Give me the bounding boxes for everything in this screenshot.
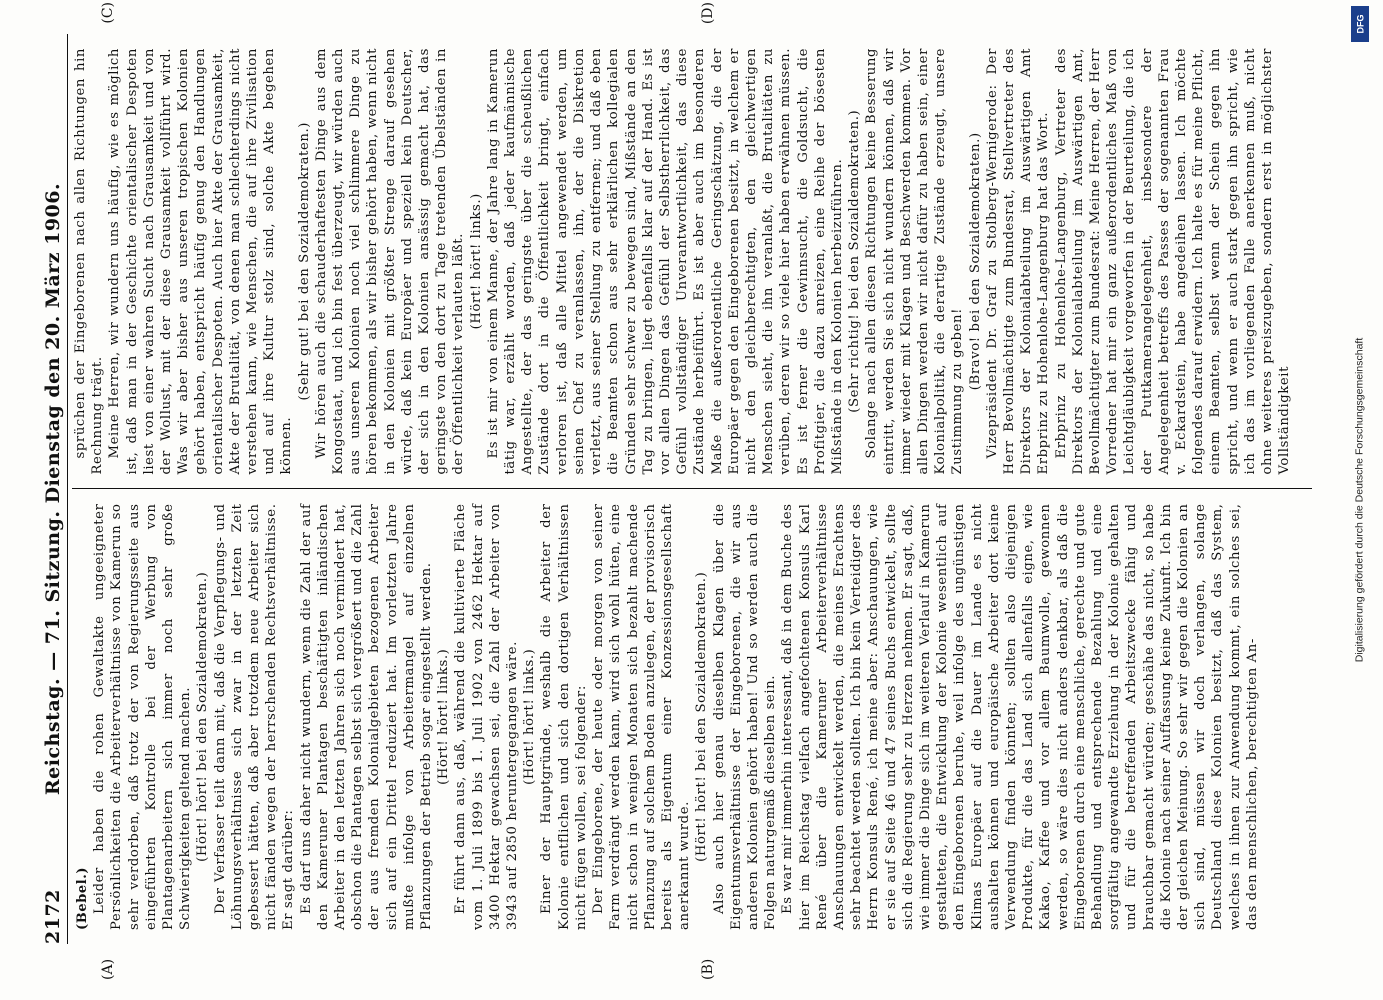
paragraph: (Hört! hört! links.): [468, 193, 484, 330]
page-title: Reichstag. — 71. Sitzung. Dienstag den 20. März 1906.: [42, 182, 64, 796]
right-column: [72, 34, 1312, 489]
paragraph: Solange nach allen diesen Richtungen keine Besserung eintritt, werden Sie sich nicht wundern können, daß wir immer wieder mit Klagen und Beschwerden kommen. Vor allen Dingen werden wir nicht dafür zu haben sein, einer Kolonialpolitik, die derartige Zustände erzeugt, unsere Zustimmung zu geben!: [864, 48, 966, 475]
paragraph: Einer der Hauptgründe, weshalb die Arbeiter der Kolonie entflichen und sich den dortigen Verhältnissen nicht fügen wollen, sei folgender:: [539, 503, 589, 930]
speaker-label: (Bebel.): [75, 866, 90, 930]
paragraph: Leider haben die rohen Gewaltakte ungeeigneter Persönlichkeiten die Arbeiterverhältnisse von Kamerun so sehr verdorben, daß trotz der von Regierungsseite aus eingeführten Kontrolle bei der Werbung von Plantagenarbeitern sich immer noch sehr große Schwierigkeiten geltend machen.: [92, 503, 194, 930]
paragraph: (Sehr richtig! bei den Sozialdemokraten.): [847, 109, 863, 413]
paragraph: Der Verfasser teilt dann mit, daß die Verpflegungs- und Löhnungsverhältnisse sich zwar in der letzten Zeit gebessert hätten, daß aber trotzdem neue Arbeiter sich nicht fänden wegen der herrschenden Rechtsverhältnisse. Er sagt darüber:: [212, 503, 297, 930]
paragraph: (Hört! hört! bei den Sozialdemokraten.): [195, 571, 211, 862]
paragraph: (Hört! hört! links.): [522, 648, 538, 785]
margin-marker-a: (A): [100, 958, 116, 980]
paragraph: (Hört! hört! links.): [436, 648, 452, 785]
credit-text: Digitalisierung gefördert durch die Deutsche Forschungsgemeinschaft: [1353, 337, 1366, 663]
page-header: [24, 34, 68, 944]
digitization-credit: [1347, 0, 1371, 1000]
paragraph: Es darf uns daher nicht wundern, wenn die Zahl der auf den Kameruner Plantagen beschäftigten inländischen Arbeiter in den letzten Jahren sich noch vermindert hat, obschon die Plantagen selbst sich vergrößert und die Zahl der aus fremden Kolonialgebieten bezogenen Arbeiter sich auf ein Drittel reduziert hat. Im vorletzten Jahre mußte infolge von Arbeitermangel auf einzelnen Pflanzungen der Betrieb sogar eingestellt werden.: [298, 503, 435, 930]
paragraph: (Sehr gut! bei den Sozialdemokraten.): [296, 122, 312, 401]
paragraph: sprüchen der Eingeborenen nach allen Richtungen hin Rechnung trägt.: [73, 48, 106, 475]
margin-marker-c: (C): [100, 2, 116, 24]
paragraph: Also auch hier genau dieselben Klagen über die Eigentumsverhältnisse der Eingeborenen, die wir aus anderen Kolonien gehört haben! Und so werden auch die Folgen naturgemäß dieselben sein.: [711, 503, 779, 930]
paragraph: Wir hören auch die schauderhaftesten Dinge aus dem Kongostaat, und ich bin fest überzeugt, wir würden auch aus unseren Kolonien noch viel schlimmere Dinge zu hören bekommen, als wir bisher gehört haben, wenn nicht in den Kolonien mit größter Strenge darauf gesehen würde, daß kein Europäer und speziell kein Deutscher, der sich in den Kolonien ansässig gemacht hat, das geringste von den dort zu Tage tretenden Übelständen in der Öffentlichkeit verlauten läßt.: [313, 48, 467, 475]
margin-marker-d: (D): [700, 2, 716, 25]
page-number: 2172: [42, 889, 64, 944]
column-divider: [72, 489, 1312, 490]
paragraph: Vizepräsident Dr. Graf zu Stolberg-Wernigerode: Der Herr Bevollmächtigte zum Bundesrat, Stellvertreter des Direktors der Kolonialabteilung im Auswärtigen Amt Erbprinz zu Hohenlohe-Langenburg hat das Wort.: [984, 48, 1052, 475]
paragraph: (Hört! hört! bei den Sozialdemokraten.): [694, 571, 710, 862]
text-columns: [72, 34, 1312, 944]
paragraph: (Bravo! bei den Sozialdemokraten.): [967, 132, 983, 391]
paragraph: Es war mir immerhin interessant, daß in dem Buche des hier im Reichstag vielfach angefochtenen Konsuls Karl René über die Kameruner Arbeiterverhältnisse Anschauungen entwickelt werden, die meines Erachtens sehr beachtet werden sollten. Ich bin kein Verteidiger des Herrn Konsuls René, ich meine aber: Anschauungen, wie er sie auf Seite 46 und 47 seines Buchs entwickelt, sollte sich die Regierung sehr zu Herzen nehmen. Er sagt, daß, wie immer die Dinge sich im weiteren Verlauf in Kamerun gestalteten, die Entwicklung der Kolonie wesentlich auf den Eingeborenen beruhe, weil infolge des ungünstigen Klimas Europäer auf die Dauer im Lande es nicht aushalten können und europäische Arbeiter dort keine Verwendung finden könnten; sollten also diejenigen Produkte, für die das Land sich allenfalls eigne, wie Kakao, Kaffee und vor allem Baumwolle, gewonnen werden, so wäre dies nicht anders denkbar, als daß die Eingeborenen durch eine menschliche, gerechte und gute Behandlung und entsprechende Bezahlung und eine sorgfältig angewandte Erziehung in der Kolonie gehalten und für die betreffenden Arbeitszwecke fähig und brauchbar gemacht würden; geschähe das nicht, so habe die Kolonie nach seiner Auffassung keine Zukunft. Ich bin der gleichen Meinung. So sehr wir gegen die Kolonien an sich sind, müssen wir doch verlangen, solange Deutschland diese Kolonien besitzt, daß das System, welches in ihnen zur Anwendung kommt, ein solches sei, das den menschlichen, berechtigten An-: [780, 503, 1260, 930]
paragraph: Er führt dann aus, daß, während die kultivierte Fläche vom 1. Juli 1899 bis 1. Juli 1902 von 2462 Hektar auf 3400 Hektar gewachsen sei, die Zahl der Arbeiter von 3943 auf 2850 heruntergegangen wäre.: [453, 503, 521, 930]
paragraph: Es ist mir von einem Manne, der Jahre lang in Kamerun tätig war, erzählt worden, daß jeder kaufmännische Angestellte, der das geringste über die scheußlichen Zustände dort in die Öffentlichkeit bringt, einfach verloren ist, daß alle Mittel angewendet werden, um seinen Chef zu veranlassen, ihn, der die Diskretion verletzt, aus seiner Stellung zu entfernen; und daß eben die Beamten schon aus sehr erklärlichen kollegialen Gründen sehr schwer zu bewegen sind, Mißstände an den Tag zu bringen, liegt ebenfalls klar auf der Hand. Es ist vor allen Dingen das Gefühl der Selbstherrlichkeit, das Gefühl vollständiger Unverantwortlichkeit, das diese Zustände herbeiführt. Es ist aber auch im besonderen Maße die außerordentliche Geringschätzung, die der Europäer gegen den Eingeborenen besitzt, in welchem er nicht den gleichberechtigten, den gleichwertigen Menschen sieht, die ihn veranlaßt, die Brutalitäten zu verüben, deren wir so viele hier haben erwähnen müssen. Es ist ferner die Gewinnsucht, die Goldsucht, die Profitgier, die dazu anreizen, eine Reihe der bösesten Mißstände in den Kolonien herbeizuführen.: [485, 48, 845, 475]
left-column: [72, 490, 1312, 945]
paragraph: Der Eingeborene, der heute oder morgen von seiner Farm verdrängt werden kann, wird sich wohl hüten, eine nicht schon in wenigen Monaten sich bezahlt machende Pflanzung auf solchem Boden anzulegen, der provisorisch bereits als Eigentum einer Konzessionsgesellschaft anerkannt wurde.: [591, 503, 693, 930]
paragraph: Meine Herren, wir wundern uns häufig, wie es möglich ist, daß man in der Geschichte orientalischer Despoten liest von einer wahren Sucht nach Grausamkeit und von der Wollust, mit der diese Grausamkeit vollführt wird. Was wir aber bisher aus unseren tropischen Kolonien gehört haben, entspricht häufig genug den Handlungen orientalischer Despoten. Auch hier Akte der Grausamkeit, Akte der Brutalität, von denen man schlechterdings nicht verstehen kann, wie Menschen, die auf ihre Zivilisation und auf ihre Kultur stolz sind, solche Akte begehen können.: [107, 48, 295, 475]
dfg-logo-text: DFG: [1355, 14, 1365, 34]
margin-marker-b: (B): [700, 958, 716, 980]
paragraph: Erbprinz zu Hohenlohe-Langenburg, Vertreter des Direktors der Kolonialabteilung im Auswärtigen Amt, Bevollmächtigter zum Bundesrat: Meine Herren, der Herr Vorredner hat mir ein ganz außerordentliches Maß von Leichtgläubigkeit vorgeworfen in der Beurteilung, die ich der Puttkamerangelegenheit, insbesondere der Angelegenheit betreffs des Passes der sogenannten Frau v. Eckardstein, habe angedeihen lassen. Ich möchte folgendes darauf erwidern. Ich halte es für meine Pflicht, einem Beamten, selbst wenn der Schein gegen ihn spricht, und wenn er auch stark gegen ihn spricht, wie ich das im vorliegenden Falle anerkennen muß, nicht ohne weiteres preiszugeben, sondern erst in möglichster Vollständigkeit: [1053, 48, 1293, 475]
